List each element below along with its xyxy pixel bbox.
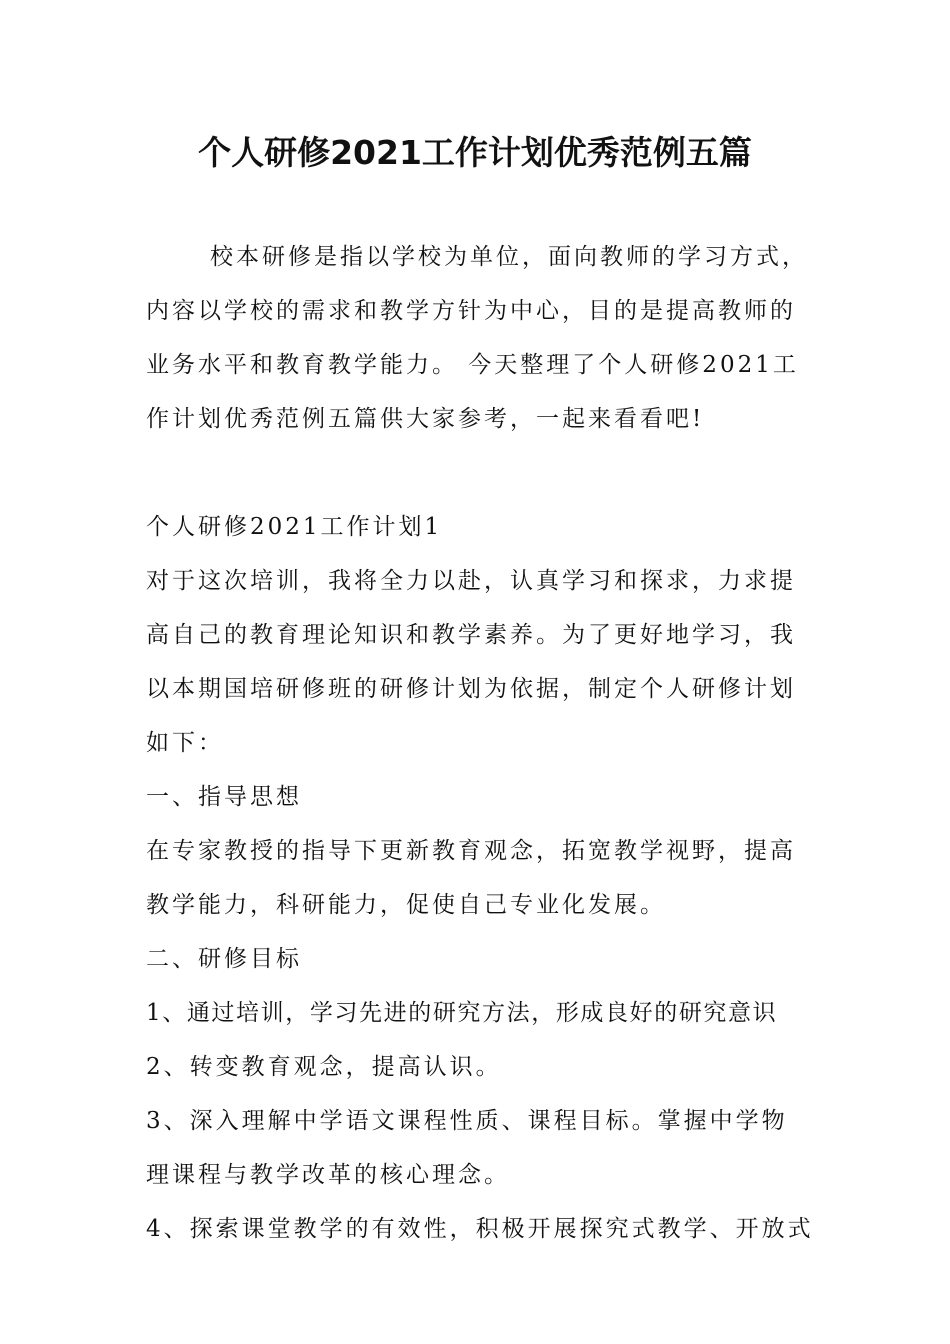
document-body: [146, 230, 814, 1256]
list-item: 1、通过培训，学习先进的研究方法，形成良好的研究意识: [146, 1000, 778, 1026]
intro-paragraph: 校本研修是指以学校为单位，面向教师的学习方式，内容以学校的需求和教学方针为中心，目的是提高教师的业务水平和教育教学能力。 今天整理了个人研修2021工作计划优秀范例五篇供大家参考，一起来看看吧!: [146, 244, 808, 432]
paragraph-spacer: [146, 446, 810, 500]
section-heading: 个人研修2021工作计划1: [146, 514, 443, 540]
document-title: 个人研修2021工作计划优秀范例五篇: [198, 133, 752, 172]
body-paragraph: 在专家教授的指导下更新教育观念，拓宽教学视野，提高教学能力，科研能力，促使自己专业化发展。: [146, 838, 796, 918]
body-paragraph: 对于这次培训，我将全力以赴，认真学习和探求，力求提高自己的教育理论知识和教学素养。为了更好地学习，我以本期国培研修班的研修计划为依据，制定个人研修计划如下：: [146, 568, 796, 756]
subheading-study-goals: 二、研修目标: [146, 946, 302, 972]
list-item: 4、探索课堂教学的有效性，积极开展探究式教学、开放式: [146, 1216, 814, 1242]
subheading-guiding-thought: 一、指导思想: [146, 784, 302, 810]
list-item: 2、转变教育观念，提高认识。: [146, 1054, 502, 1080]
list-item: 3、深入理解中学语文课程性质、课程目标。掌握中学物理课程与教学改革的核心理念。: [146, 1108, 788, 1188]
